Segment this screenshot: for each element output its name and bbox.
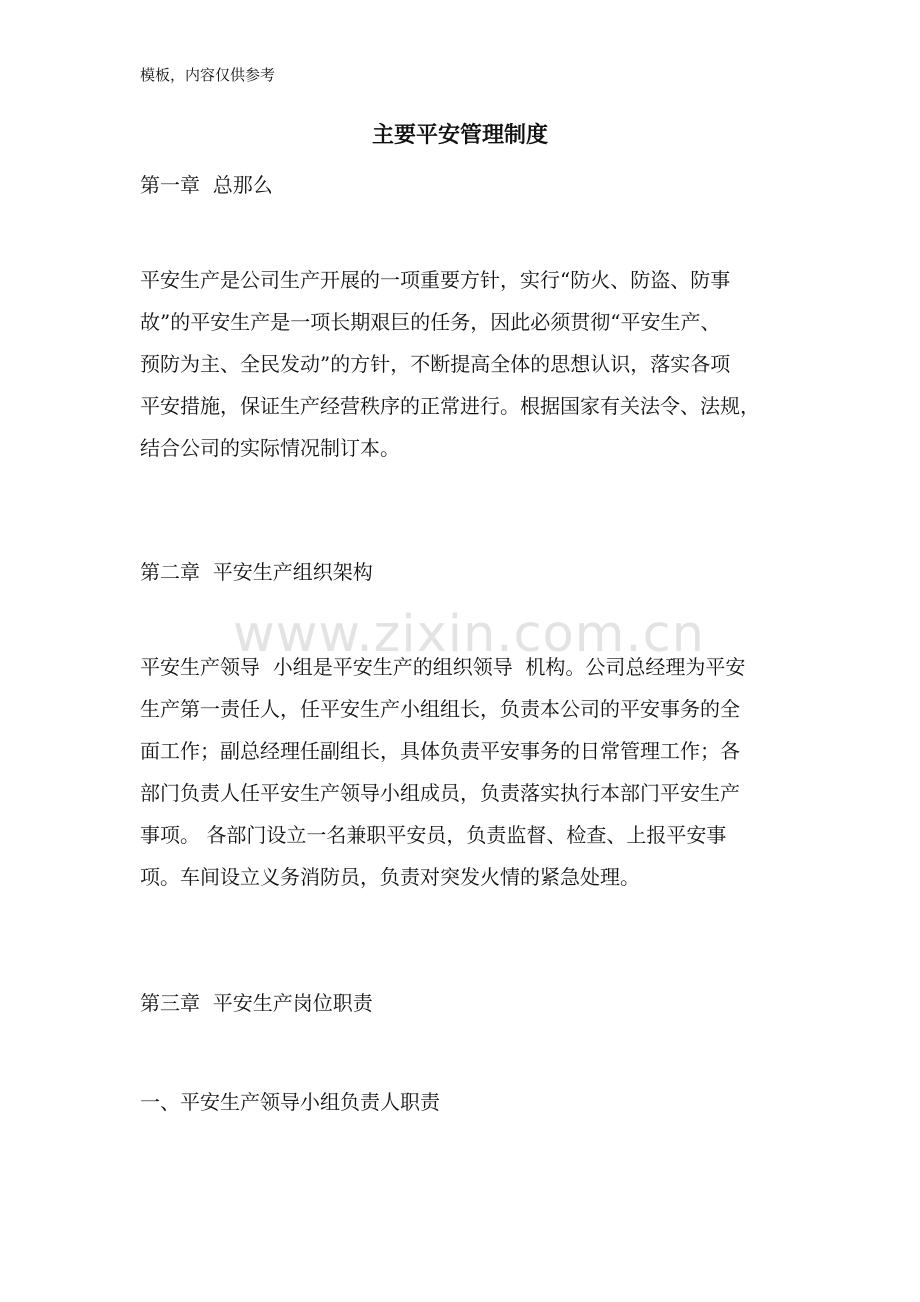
paragraph-line: 生产第一责任人，任平安生产小组组长，负责本公司的平安事务的全: [140, 697, 740, 721]
chapter-3-heading: 第三章 平安生产岗位职责: [140, 991, 373, 1015]
chapter-2-heading: 第二章 平安生产组织架构: [140, 560, 373, 584]
section-1-heading: 一、平安生产领导小组负责人职责: [140, 1090, 440, 1114]
chapter-1-heading: 第一章 总那么: [140, 173, 273, 197]
paragraph-line: 平安措施，保证生产经营秩序的正常进行。根据国家有关法令、法规，: [140, 394, 760, 418]
paragraph-line: 预防为主、全民发动”的方针，不断提高全体的思想认识，落实各项: [140, 352, 731, 376]
paragraph-line: 项。车间设立义务消防员，负责对突发火情的紧急处理。: [140, 865, 640, 889]
paragraph-line: 故”的平安生产是一项长期艰巨的任务，因此必须贯彻“平安生产、: [140, 310, 721, 334]
header-note: 模板，内容仅供参考: [140, 66, 276, 84]
paragraph-line: 平安生产是公司生产开展的一项重要方针，实行“防火、防盗、防事: [140, 268, 731, 292]
paragraph-line: 事项。 各部门设立一名兼职平安员，负责监督、检查、上报平安事: [140, 823, 727, 847]
paragraph-line: 部门负责人任平安生产领导小组成员，负责落实执行本部门平安生产: [140, 781, 740, 805]
chapter-1-paragraph: [140, 259, 790, 469]
watermark: www.zixin.com.cn: [233, 605, 705, 664]
paragraph-line: 面工作；副总经理任副组长，具体负责平安事务的日常管理工作；各: [140, 739, 740, 763]
paragraph-line: 平安生产领导 小组是平安生产的组织领导 机构。公司总经理为平安: [140, 655, 746, 679]
chapter-2-paragraph: [140, 646, 790, 898]
document-title: 主要平安管理制度: [371, 122, 548, 148]
paragraph-line: 结合公司的实际情况制订本。: [140, 436, 400, 460]
